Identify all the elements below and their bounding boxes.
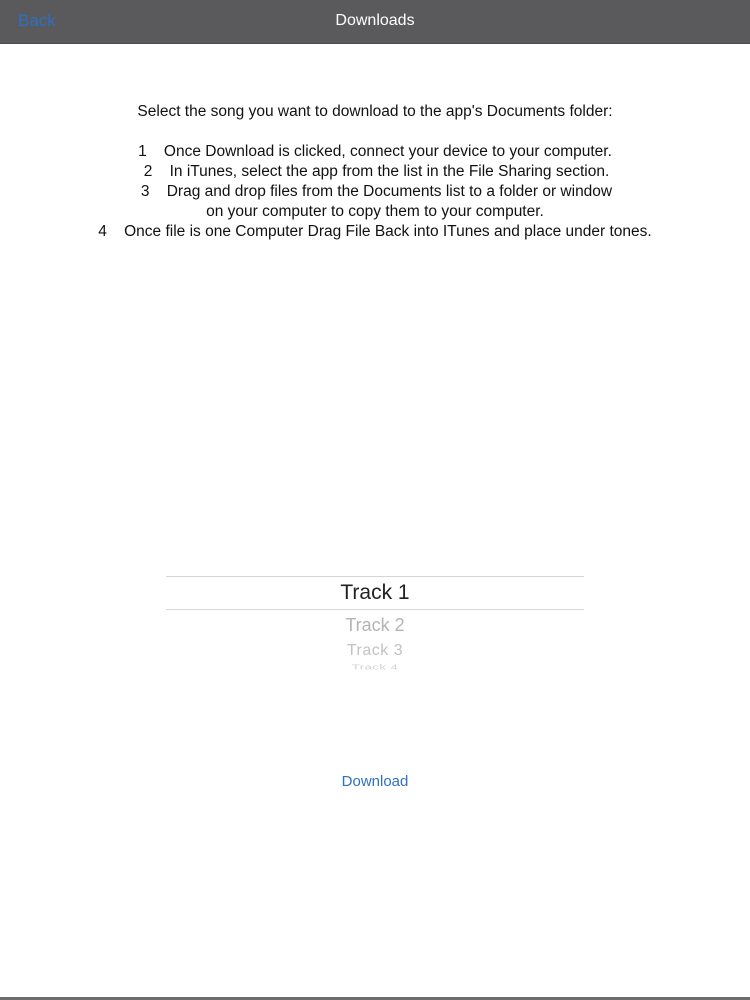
picker-option-selected[interactable]: Track 1 [340,581,410,604]
instructions-prompt: Select the song you want to download to the app's Documents folder: [137,103,613,120]
instruction-step-1: 1 Once Download is clicked, connect your device to your computer. [138,143,612,160]
page-title: Downloads [335,12,415,29]
instruction-step-4: 4 Once file is one Computer Drag File Back into ITunes and place under tones. [98,223,652,240]
instruction-step-3-continued: on your computer to copy them to your computer. [206,203,544,220]
navigation-bar [0,0,750,44]
picker-selection-divider [166,609,584,610]
picker-option[interactable]: Track 3 [346,642,404,659]
picker-option[interactable]: Track 4 [351,663,399,672]
instruction-step-3: 3 Drag and drop files from the Documents list to a folder or window [140,183,613,200]
instruction-step-2: 2 In iTunes, select the app from the list in the File Sharing section. [143,163,610,180]
picker-option[interactable]: Track 2 [345,615,405,635]
instructions [0,102,750,242]
track-picker[interactable] [166,576,584,686]
picker-top-divider [166,576,584,577]
download-button[interactable]: Download [341,773,409,790]
back-button[interactable]: Back [18,11,56,30]
